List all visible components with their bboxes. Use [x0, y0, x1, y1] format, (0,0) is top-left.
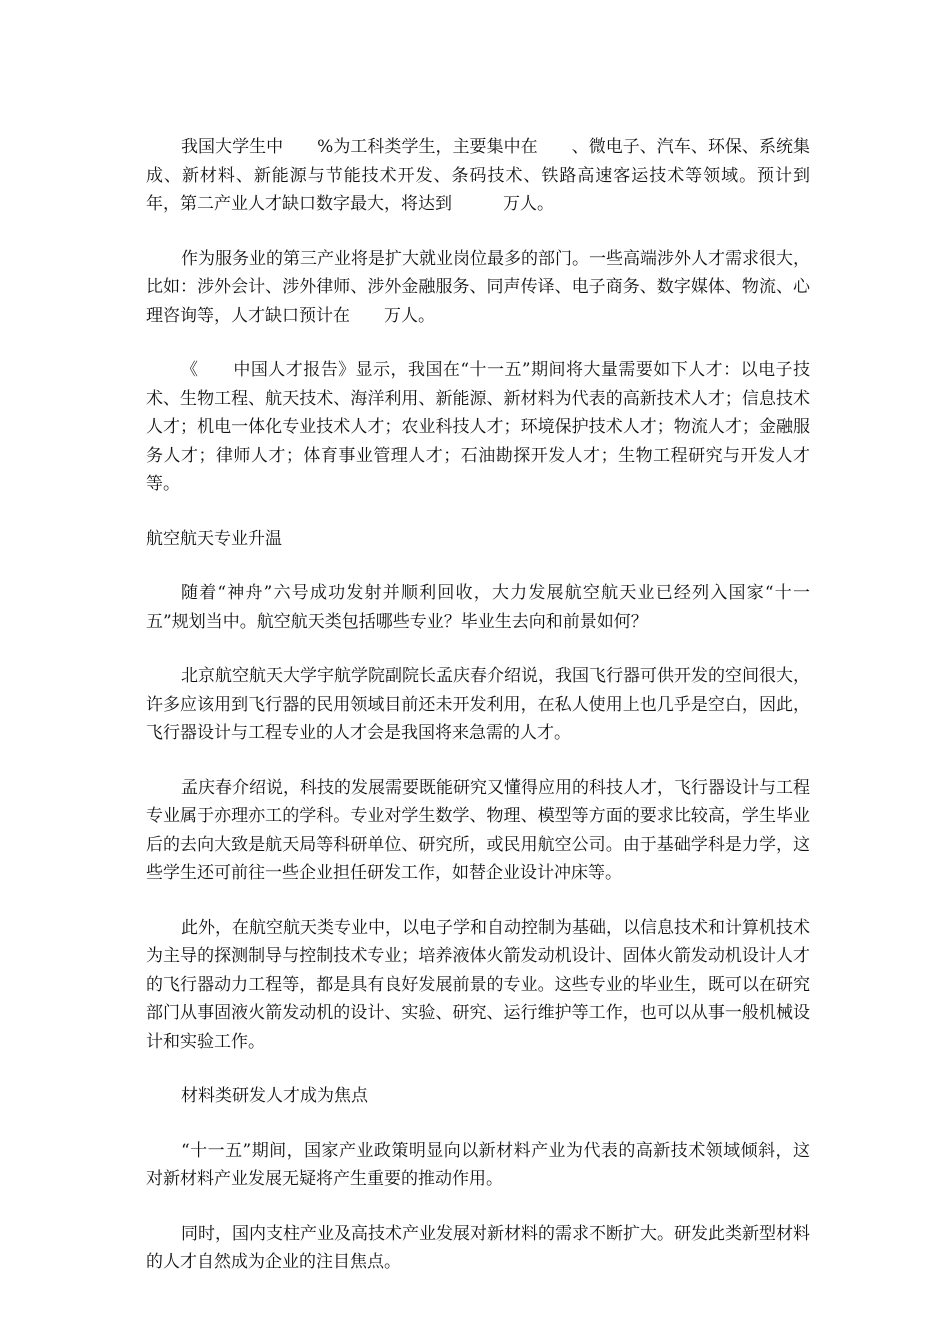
paragraph-aircraft-design: 孟庆春介绍说，科技的发展需要既能研究又懂得应用的科技人才，飞行器设计与工程专业属于亦理亦工的学科。专业对学生数学、物理、模型等方面的要求比较高，学生毕业后的去向大致是航天局等科研单位、研究所，或民用航空公司。由于基础学科是力学，这些学生还可前往一些企业担任研发工作，如替企业设计冲床等。 — [146, 777, 810, 883]
section-heading-aerospace: 航空航天专业升温 — [146, 528, 282, 549]
paragraph-guidance-propulsion: 此外，在航空航天类专业中，以电子学和自动控制为基础，以信息技术和计算机技术为主导的探测制导与控制技术专业；培养液体火箭发动机设计、固体火箭发动机设计人才的飞行器动力工程等，都是具有良好发展前景的专业。这些专业的毕业生，既可以在研究部门从事固液火箭发动机的设计、实验、研究、运行维护等工作，也可以从事一般机械设计和实验工作。 — [146, 917, 810, 1052]
document-page — [146, 133, 861, 1303]
paragraph-service-industry: 作为服务业的第三产业将是扩大就业岗位最多的部门。一些高端涉外人才需求很大，比如：涉外会计、涉外律师、涉外金融服务、同声传译、电子商务、数字媒体、物流、心理咨询等，人才缺口预计在 万人。 — [146, 248, 810, 326]
paragraph-beihang-intro: 北京航空航天大学宇航学院副院长孟庆春介绍说，我国飞行器可供开发的空间很大，许多应该用到飞行器的民用领域目前还未开发利用，在私人使用上也几乎是空白，因此，飞行器设计与工程专业的人才会是我国将来急需的人才。 — [146, 666, 810, 743]
paragraph-engineering-students: 我国大学生中 %为工科类学生，主要集中在 、微电子、汽车、环保、系统集成、新材料、新能源与节能技术开发、条码技术、铁路高速客运技术等领域。预计到 年，第二产业人才缺口数字最大，将达到 万人。 — [146, 137, 861, 214]
paragraph-materials-demand: 同时，国内支柱产业及高技术产业发展对新材料的需求不断扩大。研发此类新型材料的人才自然成为企业的注目焦点。 — [146, 1223, 810, 1272]
section-heading-materials: 材料类研发人才成为焦点 — [181, 1086, 368, 1106]
paragraph-industry-policy: “十一五”期间，国家产业政策明显向以新材料产业为代表的高新技术领域倾斜，这对新材料产业发展无疑将产生重要的推动作用。 — [146, 1140, 810, 1189]
paragraph-talent-report: 《 中国人才报告》显示，我国在“十一五”期间将大量需要如下人才：以电子技术、生物工程、航天技术、海洋利用、新能源、新材料为代表的高新技术人才；信息技术人才；机电一体化专业技术人才；农业科技人才；环境保护技术人才；物流人才；金融服务人才；律师人才；体育事业管理人才；石油勘探开发人才；生物工程研究与开发人才等。 — [146, 360, 810, 494]
paragraph-shenzhou: 随着“神舟”六号成功发射并顺利回收，大力发展航空航天业已经列入国家“十一五”规划当中。航空航天类包括哪些专业？毕业生去向和前景如何？ — [146, 583, 810, 632]
